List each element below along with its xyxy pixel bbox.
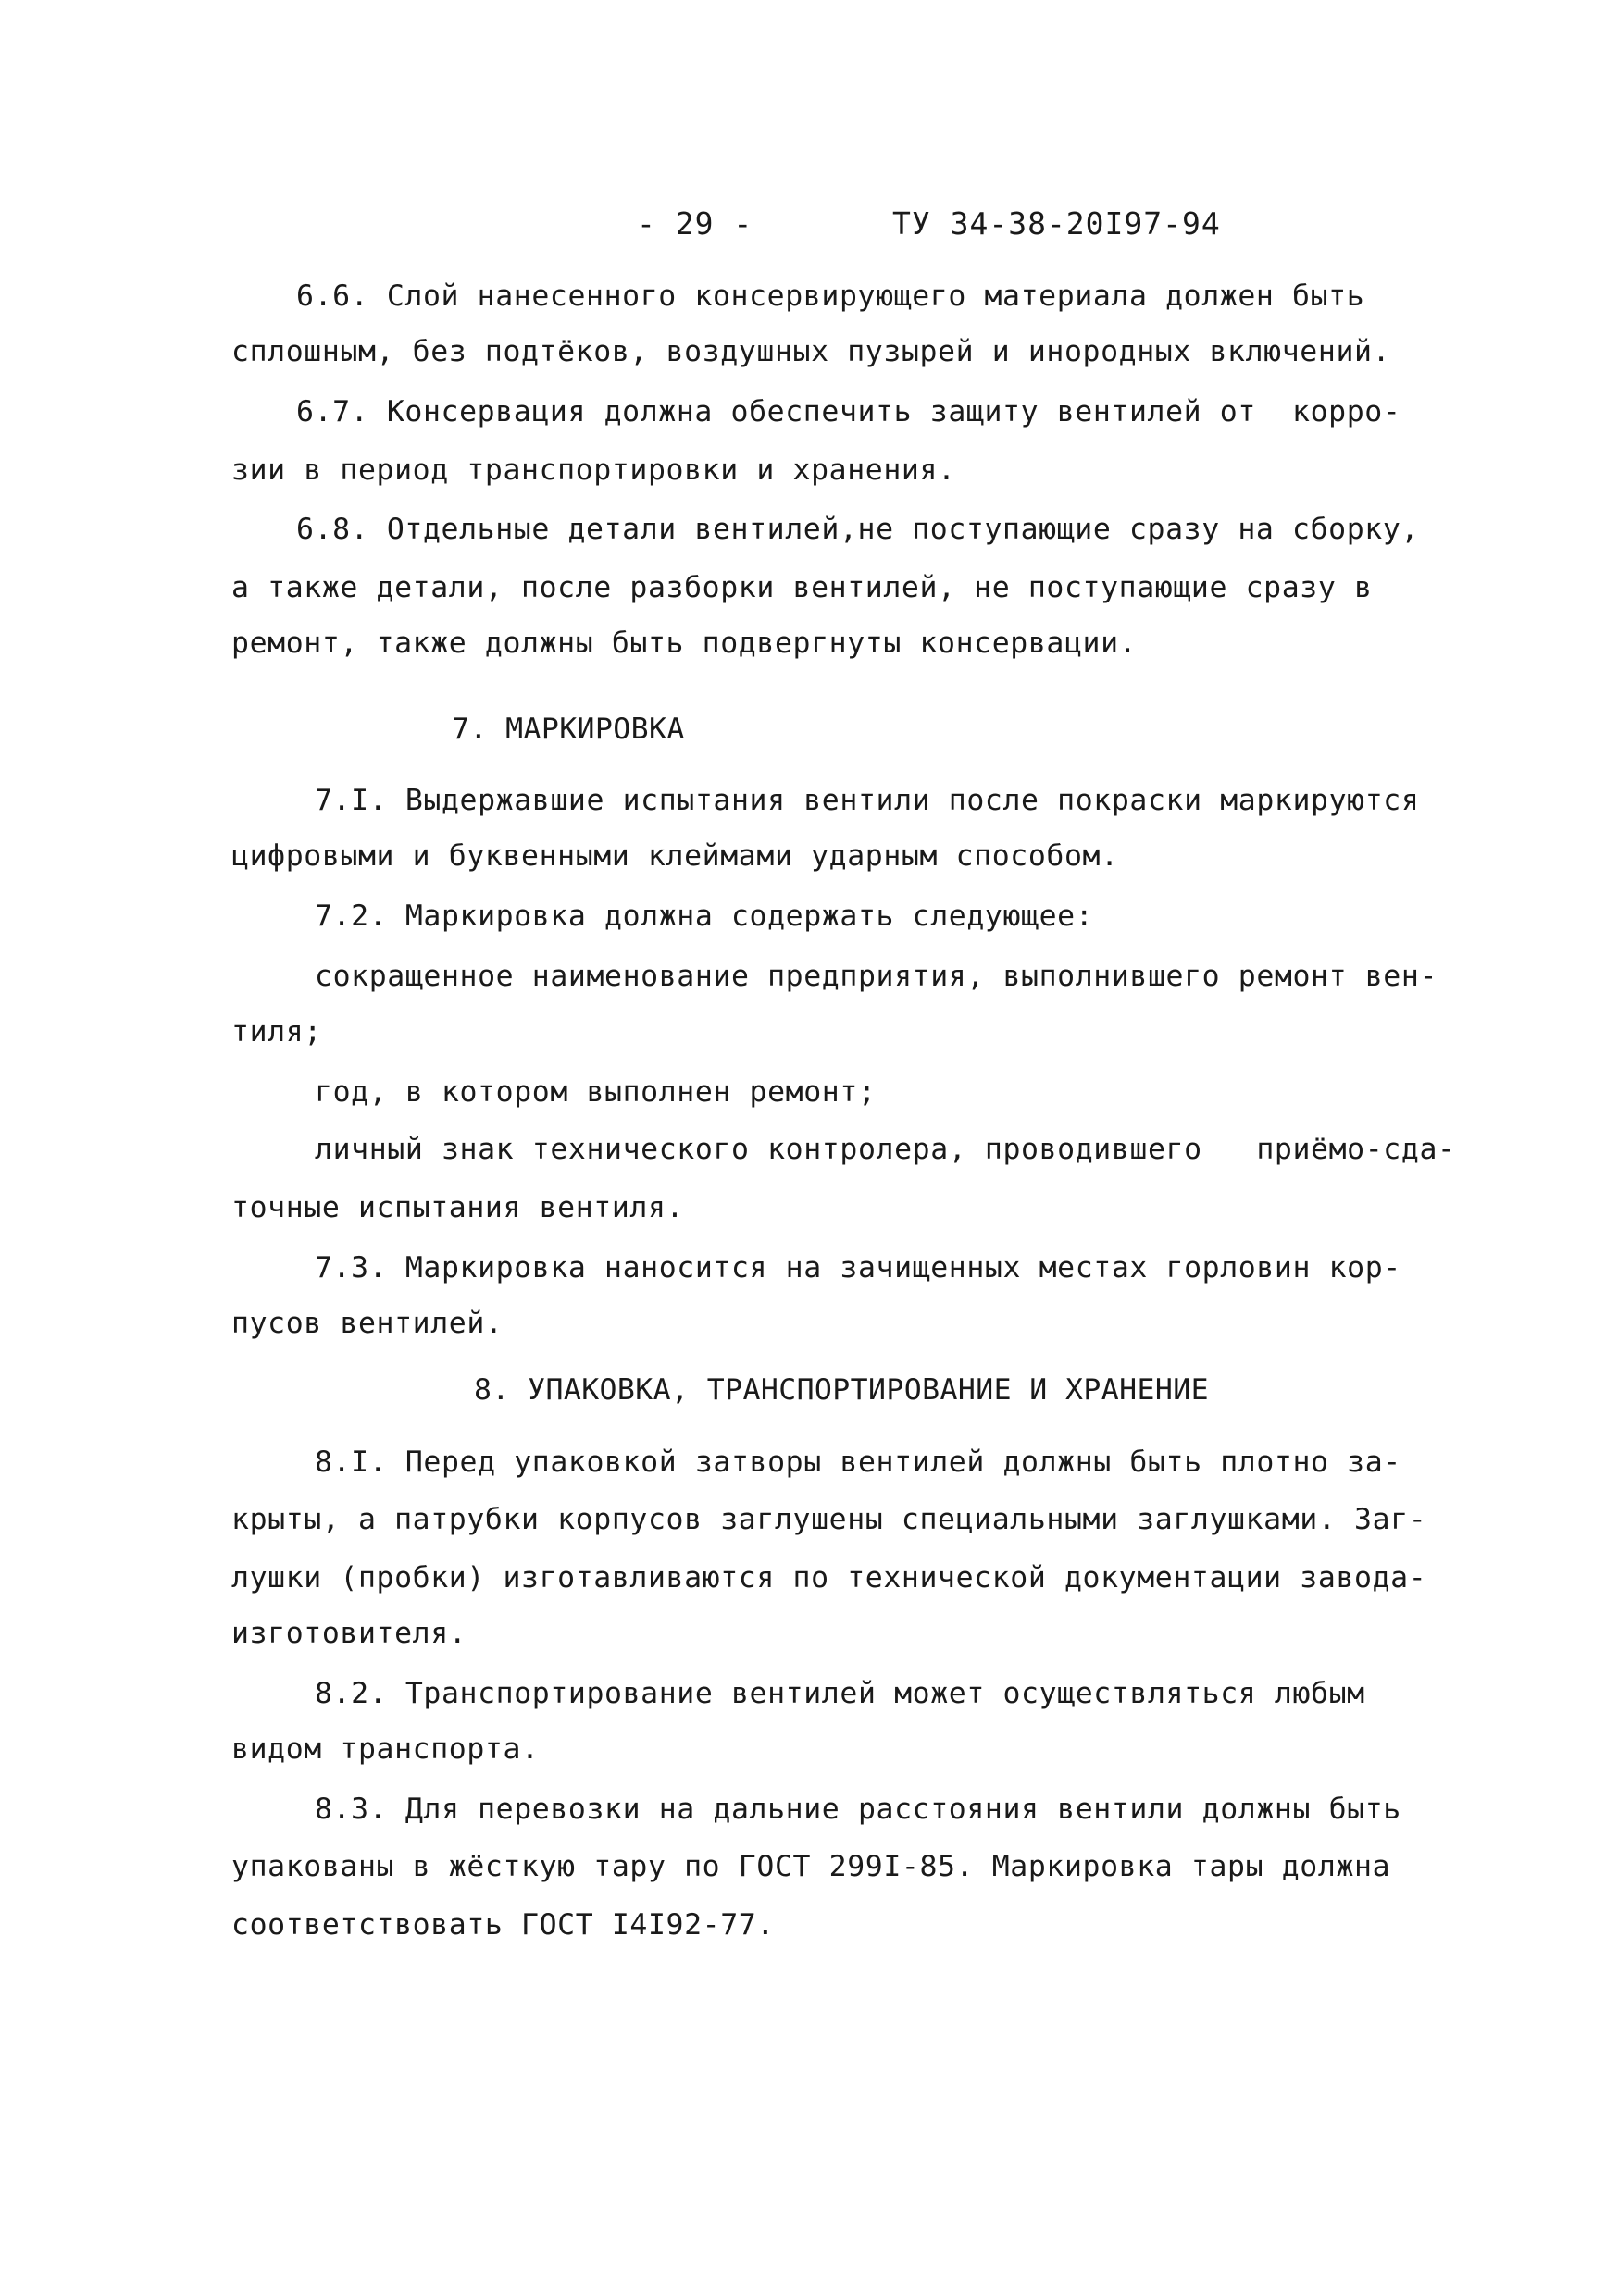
paragraph-6-8-line-1: 6.8. Отдельные детали вентилей,не поступающие сразу на сборку, [296, 513, 1420, 546]
paragraph-8-2-line-1: 8.2. Транспортирование вентилей может осуществляться любым [315, 1677, 1365, 1710]
section-7-title: 7. МАРКИРОВКА [452, 713, 685, 746]
section-8-title: 8. УПАКОВКА, ТРАНСПОРТИРОВАНИЕ И ХРАНЕНИЕ [474, 1373, 1209, 1407]
paragraph-8-3-line-1: 8.3. Для перевозки на дальние расстояния вентили должны быть [315, 1793, 1401, 1826]
paragraph-8-1-line-3: лушки (пробки) изготавливаются по технической документации завода- [231, 1561, 1427, 1595]
paragraph-6-6-line-2: сплошным, без подтёков, воздушных пузырей и инородных включений. [231, 335, 1391, 368]
paragraph-7-3-line-2: пусов вентилей. [231, 1307, 504, 1340]
paragraph-7-1-line-1: 7.I. Выдержавшие испытания вентили после покраски маркируются [315, 784, 1420, 817]
page-number: - 29 - [637, 205, 753, 242]
paragraph-8-1-line-2: крыты, а патрубки корпусов заглушены специальными заглушками. Заг- [231, 1503, 1427, 1536]
list-item-enterprise-line-1: сокращенное наименование предприятия, выполнившего ремонт вен- [315, 960, 1438, 993]
paragraph-8-1-line-4: изготовителя. [231, 1617, 467, 1650]
list-item-year: год, в котором выполнен ремонт; [315, 1075, 877, 1109]
list-item-controller-mark-line-1: личный знак технического контролера, проводившего приёмо-сда- [315, 1133, 1456, 1166]
list-item-controller-mark-line-2: точные испытания вентиля. [231, 1191, 685, 1224]
paragraph-6-8-line-2: а также детали, после разборки вентилей, не поступающие сразу в [231, 571, 1373, 604]
list-item-enterprise-line-2: тиля; [231, 1015, 322, 1049]
document-code: ТУ 34-38-20I97-94 [892, 205, 1221, 242]
paragraph-8-3-line-2: упакованы в жёсткую тару по ГОСТ 299I-85. Маркировка тары должна [231, 1850, 1391, 1883]
paragraph-6-7-line-1: 6.7. Консервация должна обеспечить защиту вентилей от корро- [296, 395, 1401, 428]
paragraph-7-2-line-1: 7.2. Маркировка должна содержать следующее: [315, 900, 1094, 933]
paragraph-8-3-line-3: соответствовать ГОСТ I4I92-77. [231, 1908, 775, 1942]
paragraph-8-2-line-2: видом транспорта. [231, 1732, 540, 1766]
paragraph-6-7-line-2: зии в период транспортировки и хранения. [231, 453, 956, 487]
paragraph-7-1-line-2: цифровыми и буквенными клеймами ударным способом. [231, 839, 1119, 873]
paragraph-7-3-line-1: 7.3. Маркировка наносится на зачищенных местах горловин кор- [315, 1251, 1401, 1285]
paragraph-6-8-line-3: ремонт, также должны быть подвергнуты консервации. [231, 627, 1138, 660]
paragraph-8-1-line-1: 8.I. Перед упаковкой затворы вентилей должны быть плотно за- [315, 1446, 1401, 1479]
paragraph-6-6-line-1: 6.6. Слой нанесенного консервирующего материала должен быть [296, 279, 1365, 313]
